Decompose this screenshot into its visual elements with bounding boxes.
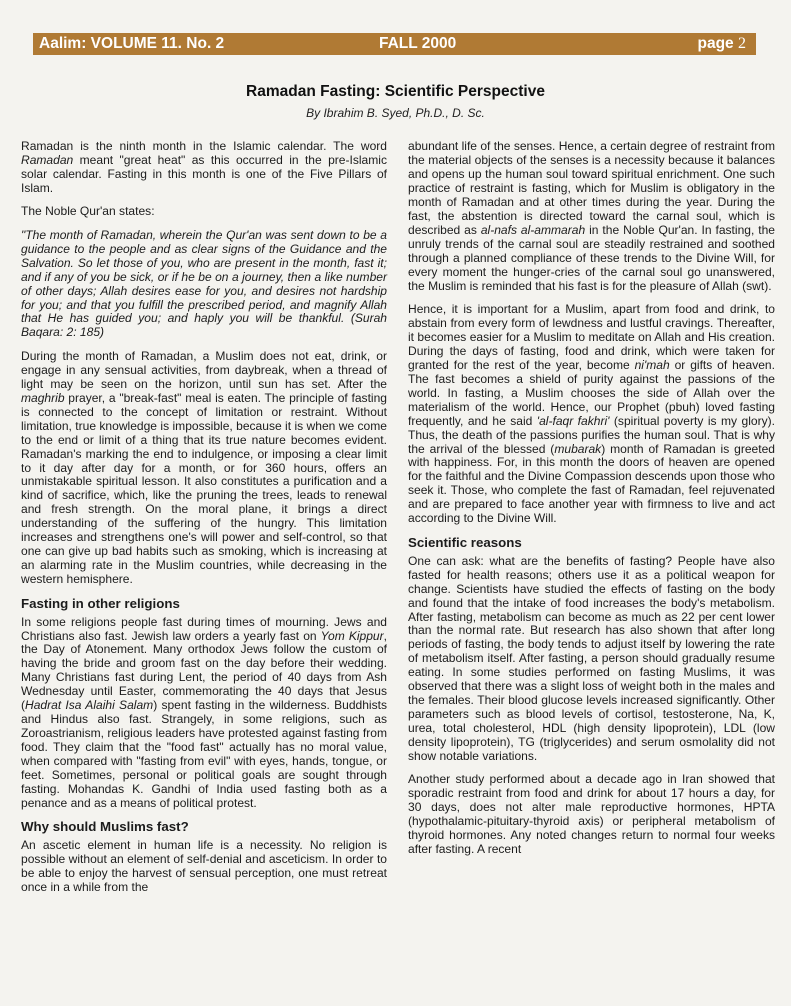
text: During the month of Ramadan, a Muslim does not eat, drink, or engage in any sensual activities, from daybreak, when a thread of light may be seen on the horizon, until sun has set. After the (21, 348, 387, 391)
text: (spiritual poverty is my glory). Thus, the death of the passions purifies the human soul. That is why the arrival of the blessed ( (408, 413, 775, 456)
article-title: Ramadan Fasting: Scientific Perspective (246, 83, 545, 100)
page-label: page (697, 35, 734, 52)
page-header-band (33, 33, 756, 55)
paragraph (408, 303, 775, 526)
italic-term: al-nafs al-ammarah (480, 222, 586, 237)
text: Hence, it is important for a Muslim, apart from food and drink, to abstain from every form of lewdness and lustful cravings. Thereafter, it becomes easier for a Muslim to meditate on Allah and His creation. During the days of fasting, food and drink, which were taken for granted for the rest of the year, become (408, 301, 775, 372)
italic-term: Ramadan (21, 152, 74, 167)
article-byline: By Ibrahim B. Syed, Ph.D., D. Sc. (306, 106, 485, 120)
text: meant "great heat" as this occurred in the pre-Islamic solar calendar. Fasting in this month is one of the Five Pillars of Islam. (21, 152, 387, 195)
italic-term: 'al-faqr fakhri' (536, 413, 610, 428)
paragraph: The Noble Qur'an states: (21, 204, 155, 219)
text: , the Day of Atonement. Many orthodox Jews follow the custom of having the bride and groom fast on the day before their wedding. Many Christians fast during Lent, the period of 40 days from Ash Wednesday until Easter, commemorating the 40 days that Jesus ( (21, 628, 387, 713)
italic-term: ni'mah (634, 357, 670, 372)
right-column (408, 140, 775, 867)
section-heading-scientific-reasons: Scientific reasons (408, 534, 522, 550)
text: ) month of Ramadan is greeted with happiness. For, in this month the doors of heaven are opened for the faithful and the Divine Compassion descends upon those who seek it. Those, who complete the fast of Ramadan, feel rejuvenated and are prepared to face another year with firmness to live and act according to the Divine Will. (408, 441, 775, 526)
italic-term: mubarak (554, 441, 602, 456)
page-number: 2 (738, 35, 746, 52)
paragraph (408, 140, 775, 293)
section-heading-other-religions: Fasting in other religions (21, 595, 180, 611)
paragraph (21, 350, 387, 587)
paragraph: An ascetic element in human life is a necessity. No religion is possible without an element of self-denial and asceticism. In order to be able to enjoy the harvest of sensual perception, one must retreat once in a while from the (21, 838, 387, 895)
italic-term: Hadrat Isa Alaihi Salam (25, 698, 154, 713)
text: ) spent fasting in the wilderness. Buddhists and Hindus also fast. Strangely, in some religions, such as Zoroastrianism, religious leaders have protested against fasting from food. They claim that the "food fast" actually has no moral value, when compared with "fasting from evil" with eyes, hands, tongue, or feet. Sometimes, personal or political goals are sought through fasting. Mohandas K. Gandhi of India used fasting both as a penance and as a means of political protest. (21, 698, 387, 810)
left-column (21, 140, 387, 905)
paragraph: One can ask: what are the benefits of fasting? People have also fasted for health reasons; others use it as a political weapon for change. Scientists have studied the effects of fasting on the body and found that the intake of food increases the body's metabolism. After fasting, metabolism can become as much as 22 per cent lower than the normal rate. But research has also shown that after long periods of fasting, the body tends to adjust itself by lowering the rate of metabolism itself. After fasting, a person should gradually resume eating. In some studies performed on fasting Muslims, it was observed that there was a slight loss of weight both in the males and the females. Their blood glucose levels increased significantly. Other parameters such as blood levels of cortisol, testosterone, Na, K, urea, total cholesterol, HDL (high density lipoprotein), LDL (low density lipoprotein), TG (triglycerides) and serum osmolality did not show notable variations. (408, 553, 775, 764)
italic-term: maghrib (21, 390, 65, 405)
page-number-label (698, 33, 747, 55)
volume-label: Aalim: VOLUME 11. No. 2 (39, 35, 225, 52)
text: Ramadan is the ninth month in the Islamic calendar. The word (21, 139, 387, 153)
italic-term: Yom Kippur (320, 628, 384, 643)
season-label: FALL 2000 (379, 35, 457, 52)
paragraph (21, 140, 387, 196)
quran-quote: "The month of Ramadan, wherein the Qur'an was sent down to be a guidance to the people and as clear signs of the Guidance and the Salvation. So let those of you, who are present in the month, fast it; and if any of you be sick, or if he be on a journey, then a like number of other days; Allah desires ease for you, and desires not hardship for you; and that you fulfill the prescribed period, and magnify Allah that He has guided you; and haply you will be thankful. (Surah Baqara: 2: 185) (21, 227, 387, 340)
section-heading-why-fast: Why should Muslims fast? (21, 819, 189, 835)
text: prayer, a "break-fast" meal is eaten. The principle of fasting is connected to the concept of limitation or restraint. Without limitation, true knowledge is impossible, because it is when we come to the end or limit of a thing that its true nature becomes evident. Ramadan's marking the end to indulgence, or imposing a clear limit to it day after day for a month, or for 360 hours, offers an unmistakable spiritual lesson. It also constitutes a purification and a kind of sacrifice, which, like the pruning the trees, leads to renewal and fresh strength. On the moral plane, it brings a direct understanding of the suffering of the hungry. This limitation increases and strengthens one's will power and self-control, so that one can give up bad habits such as smoking, which is increasing at an alarming rate in the Muslim countries, while decreasing in the western hemisphere. (21, 390, 387, 587)
text: in the Noble Qur'an. In fasting, the unruly trends of the carnal soul are steadily restrained and soothed through a planned compliance of these trends to the Divine Will, for every moment the hunger-cries of the carnal soul go unanswered, the Muslim is reminded that his fast is for the pleasure of Allah (swt). (408, 222, 775, 293)
text: abundant life of the senses. Hence, a certain degree of restraint from the material objects of the senses is a necessity because it balances and opens up the human soul toward spiritual enrichment. One such practice of restraint is fasting, which for Muslim is obligatory in the month of Ramadan and at other times during the year. During the fast, the abstention is directed toward the carnal soul, which is described as (408, 139, 775, 237)
text: or gifts of heaven. The fast becomes a shield of purity against the passions of the world. In fasting, a Muslim chooses the side of Allah over the materialism of the world. Hence, our Prophet (pbuh) loved fasting frequently, and he said (408, 357, 775, 428)
paragraph (21, 616, 387, 811)
paragraph: Another study performed about a decade ago in Iran showed that sporadic restraint from food and drink for about 17 hours a day, for 30 days, does not alter male reproductive hormones, HPTA (hypothalamic-pituitary-thyroid axis) or peripheral metabolism of thyroid hormones. Any noted changes return to normal four weeks after fasting. A recent (408, 772, 775, 857)
text: In some religions people fast during times of mourning. Jews and Christians also fast. Jewish law orders a yearly fast on (21, 614, 387, 643)
